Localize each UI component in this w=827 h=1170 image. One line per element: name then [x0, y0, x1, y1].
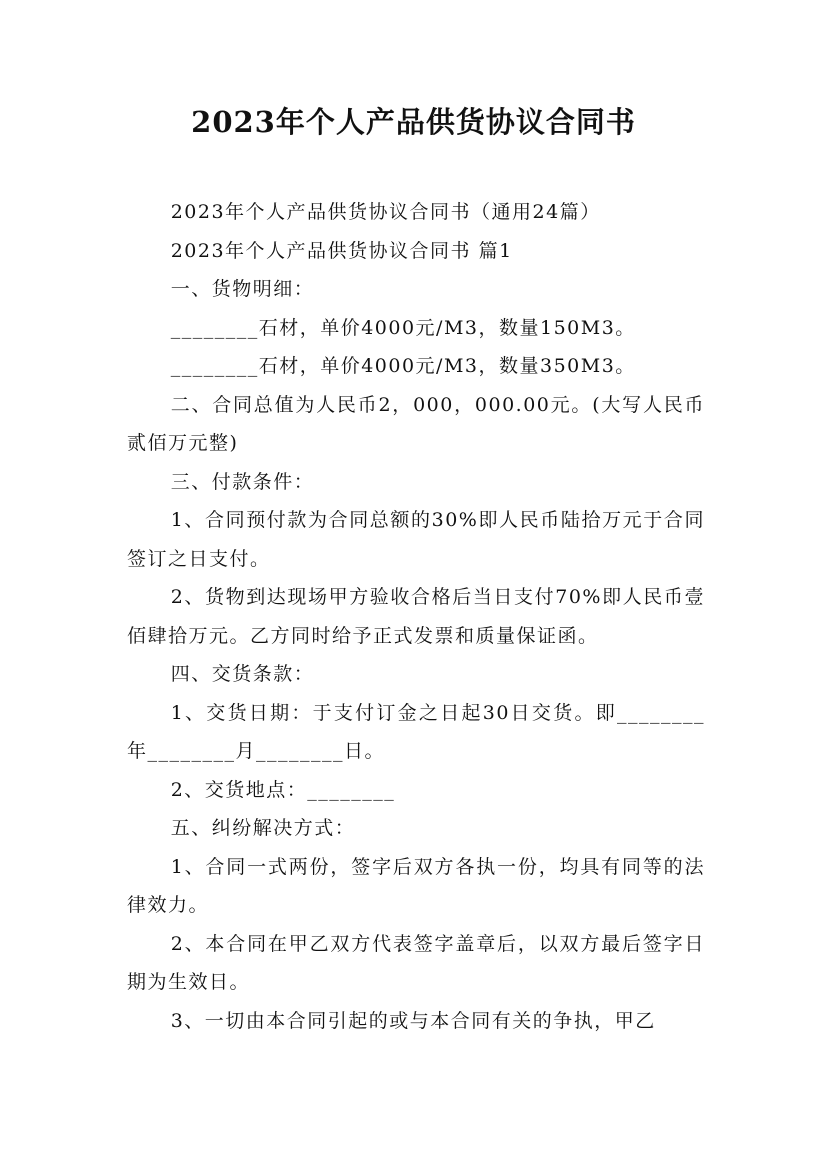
paragraph-delivery-2: 2、交货地点：________	[170, 778, 396, 801]
paragraph-payment-heading: 三、付款条件：	[170, 470, 315, 493]
paragraph-subtitle: 2023年个人产品供货协议合同书（通用24篇）	[170, 201, 601, 223]
paragraph-goods-item-1: ________石材，单价4000元/M3，数量150M3。	[170, 316, 636, 339]
paragraph-dispute-2: 2、本合同在甲乙双方代表签字盖章后，以双方最后签字日期为生效日。	[127, 932, 705, 993]
document-title: 2023年个人产品供货协议合同书	[191, 105, 636, 139]
paragraph-total-value: 二、合同总值为人民币2，000，000.00元。(大写人民币贰佰万元整)	[127, 393, 705, 454]
paragraph-dispute-1: 1、合同一式两份，签字后双方各执一份，均具有同等的法律效力。	[127, 855, 705, 916]
paragraph-dispute-3: 3、一切由本合同引起的或与本合同有关的争执，甲乙	[170, 1009, 656, 1032]
paragraph-delivery-heading: 四、交货条款：	[170, 663, 315, 685]
paragraph-delivery-1: 1、交货日期：于支付订金之日起30日交货。即________年________月________日。	[127, 701, 705, 762]
paragraph-dispute-heading: 五、纠纷解决方式：	[170, 817, 356, 839]
paragraph-goods-item-2: ________石材，单价4000元/M3，数量350M3。	[170, 355, 636, 377]
paragraph-payment-1: 1、合同预付款为合同总额的30%即人民币陆拾万元于合同签订之日支付。	[127, 509, 705, 570]
document-body	[127, 193, 705, 1040]
paragraph-section-heading: 2023年个人产品供货协议合同书 篇1	[170, 239, 513, 262]
paragraph-payment-2: 2、货物到达现场甲方验收合格后当日支付70%即人民币壹佰肆拾万元。乙方同时给予正式发票和质量保证函。	[127, 586, 705, 647]
paragraph-goods-heading: 一、货物明细：	[170, 278, 315, 300]
